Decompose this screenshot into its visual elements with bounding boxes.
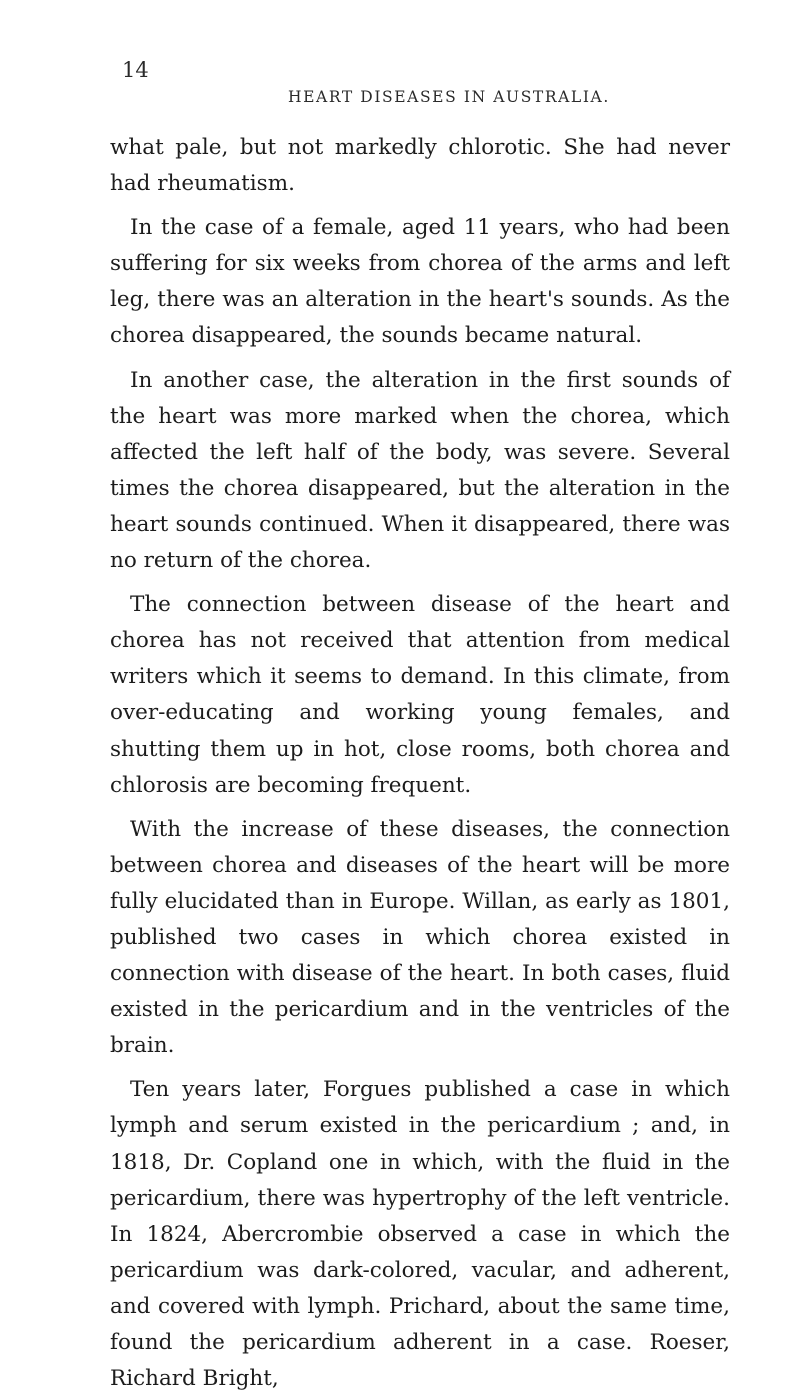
paragraph: In another case, the alteration in the first sounds of the heart was more marked when the chorea, which affected the left half of the body, was severe. Several times the chorea disappeared, but the alteration in the heart sounds continued. When it disappeared, there was no return of the chorea. <box>110 367 730 574</box>
paragraph: Ten years later, Forgues published a case in which lymph and serum existed in the pericardium ; and, in 1818, Dr. Copland one in which, with the fluid in the pericardium, there was hypertrophy of the left ventricle. In 1824, Abercrombie observed a case in which the pericardium was dark-colored, vacular, and adherent, and covered with lymph. Prichard, about the same time, found the pericardium adherent in a case. Roeser, Richard Bright, <box>110 1077 730 1392</box>
paragraph: With the increase of these diseases, the connection between chorea and diseases of the heart will be more fully elucidated than in Europe. Willan, as early as 1801, published two cases in which chorea existed in connection with disease of the heart. In both cases, fluid existed in the pericardium and in the ventricles of the brain. <box>110 816 730 1059</box>
page-number: 14 <box>122 58 149 82</box>
body-text <box>110 130 730 1397</box>
running-title: HEART DISEASES IN AUSTRALIA. <box>288 88 610 106</box>
paragraph: The connection between disease of the heart and chorea has not received that attention from medical writers which it seems to demand. In this climate, from over-educating and working young females, and shutting them up in hot, close rooms, both chorea and chlorosis are becoming frequent. <box>110 592 730 798</box>
paragraph: In the case of a female, aged 11 years, who had been suffering for six weeks from chorea of the arms and left leg, there was an alteration in the heart's sounds. As the chorea disappeared, the sounds became natural. <box>110 215 730 349</box>
paragraph-continuation: what pale, but not markedly chlorotic. She had never had rheumatism. <box>110 135 730 197</box>
